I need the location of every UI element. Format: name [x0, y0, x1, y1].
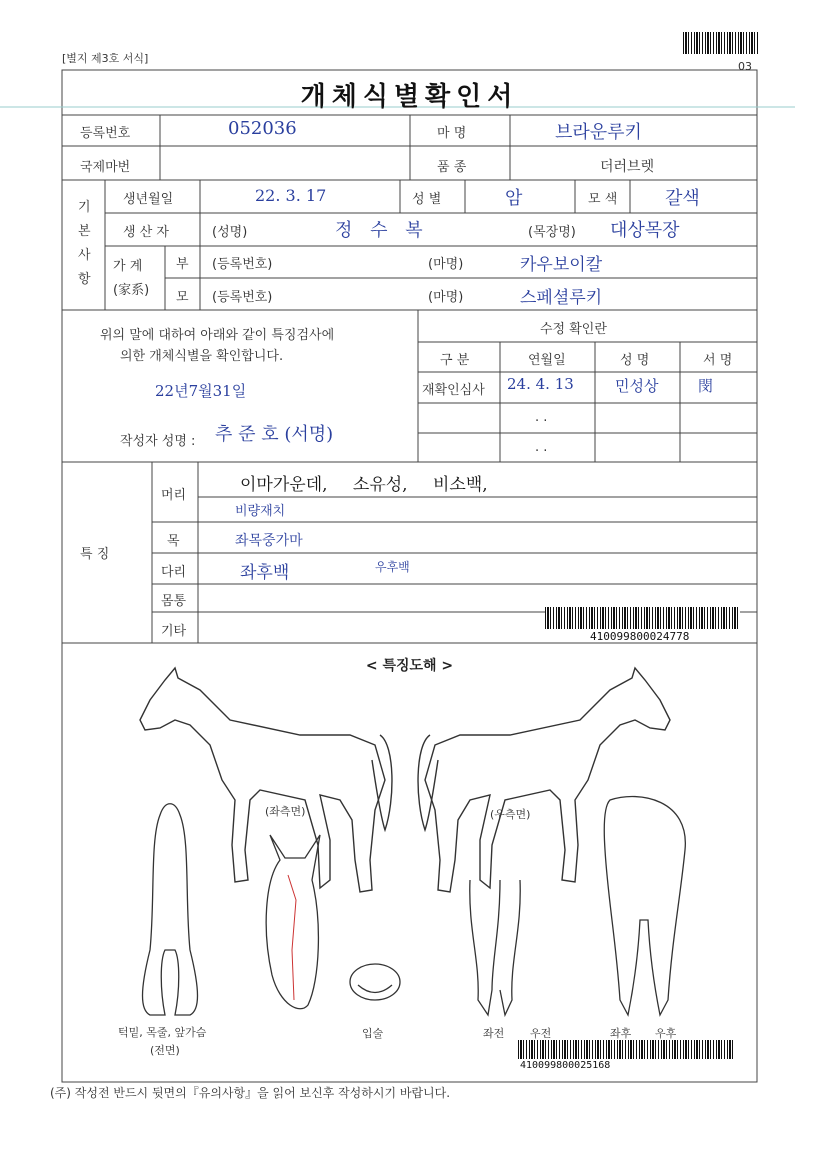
front-caption-line-2: (전면) [150, 1044, 180, 1057]
other-label: 기타 [161, 624, 187, 639]
bottom-barcode-number: 410099800025168 [520, 1060, 611, 1071]
lips-label: 입술 [362, 1027, 384, 1040]
reg-no-value[interactable]: 052036 [228, 118, 297, 139]
pedigree-label-hanja: (家系) [113, 283, 150, 298]
producer-name-label: (성명) [212, 225, 248, 240]
leg-label-left-rear: 좌후 [610, 1027, 632, 1040]
dam-name-value[interactable]: 스페셜루키 [520, 288, 603, 308]
horse-rear-drawing [604, 797, 685, 1015]
diagram-title: < 특징도해 > [365, 658, 454, 674]
head-value-line-2[interactable]: 비량재치 [235, 504, 286, 519]
page-title: 개체식별확인서 [300, 82, 519, 112]
dam-name-label: (마명) [428, 290, 464, 305]
corrections-col-name: 성 명 [620, 353, 650, 368]
horse-right-side-drawing [418, 668, 670, 892]
top-barcode [683, 32, 758, 54]
legs-label: 다리 [161, 565, 187, 580]
statement-line-1: 위의 말에 대하여 아래와 같이 특징검사에 [100, 328, 335, 343]
corrections-row-3-date: . . [535, 440, 548, 455]
horse-left-side-drawing [140, 668, 392, 892]
corrections-row-1-type: 재확인심사 [422, 383, 485, 398]
horse-name-label: 마 명 [437, 126, 467, 141]
head-label: 머리 [161, 488, 187, 503]
producer-label: 생 산 자 [123, 225, 169, 240]
leg-label-right-rear: 우후 [655, 1027, 677, 1040]
footer-note: (주) 작성전 반드시 뒷면의『유의사항』을 읽어 보신후 작성하시기 바랍니다. [50, 1086, 451, 1100]
coat-value[interactable]: 갈색 [665, 188, 700, 209]
legs-value[interactable]: 좌후백 [240, 563, 290, 583]
confirmation-date[interactable]: 22년7월31일 [155, 382, 247, 400]
producer-name-value[interactable]: 정 수 복 [335, 220, 429, 241]
breed-value[interactable]: 더러브렛 [600, 159, 655, 175]
neck-value[interactable]: 좌목중가마 [235, 533, 303, 549]
birth-value[interactable]: 22. 3. 17 [255, 186, 327, 205]
corrections-col-date: 연월일 [528, 353, 566, 368]
author-label: 작성자 성명 : [120, 434, 196, 449]
corrections-row-1-date[interactable]: 24. 4. 13 [507, 375, 574, 393]
body-label: 몸통 [161, 594, 187, 609]
middle-barcode [545, 607, 740, 629]
right-side-label: (우측면) [490, 808, 531, 821]
features-section-label: 특 징 [80, 547, 110, 562]
horse-front-neck-drawing [143, 804, 198, 1015]
basic-section-char-1: 기 [78, 200, 91, 215]
middle-barcode-number: 410099800024778 [590, 630, 690, 643]
sire-name-value[interactable]: 카우보이칼 [520, 255, 603, 275]
horse-legs-front-drawing [470, 880, 520, 1015]
dam-label: 모 [176, 290, 189, 305]
pedigree-label: 가 계 [113, 259, 143, 274]
farm-label: (목장명) [528, 225, 576, 240]
basic-section-char-4: 항 [78, 272, 91, 287]
corrections-col-sign: 서 명 [703, 353, 733, 368]
corrections-row-2-date: . . [535, 410, 548, 425]
horse-lips-drawing [350, 964, 400, 1000]
form-tag: [별지 제3호 서식] [62, 52, 149, 65]
sire-name-label: (마명) [428, 257, 464, 272]
head-value-line-1[interactable]: 이마가운데, 소유성, 비소백, [240, 475, 488, 495]
author-value[interactable]: 추 준 호 (서명) [215, 424, 334, 445]
farm-value[interactable]: 대상목장 [610, 220, 680, 241]
bottom-barcode [518, 1040, 733, 1059]
horse-name-value[interactable]: 브라운루키 [555, 122, 642, 143]
page-number: 03 [738, 60, 752, 73]
basic-section-char-2: 본 [78, 224, 91, 239]
neck-label: 목 [167, 534, 180, 549]
sex-label: 성 별 [412, 192, 442, 207]
intl-no-label: 국제마번 [80, 160, 131, 175]
corrections-title: 수정 확인란 [540, 322, 607, 337]
horse-head-front-drawing [266, 835, 320, 1009]
coat-label: 모 색 [588, 192, 618, 207]
breed-label: 품 종 [437, 160, 467, 175]
left-side-label: (좌측면) [265, 805, 306, 818]
sire-reg-label: (등록번호) [212, 257, 273, 272]
basic-section-char-3: 사 [78, 248, 91, 263]
front-caption-line-1: 턱밑, 목줄, 앞가슴 [118, 1026, 207, 1039]
sire-label: 부 [176, 257, 189, 272]
legs-value-2[interactable]: 우후백 [375, 560, 410, 574]
dam-reg-label: (등록번호) [212, 290, 273, 305]
corrections-row-1-sign[interactable]: 閔 [698, 377, 714, 395]
sex-value[interactable]: 암 [505, 188, 523, 209]
leg-label-left-front: 좌전 [483, 1027, 505, 1040]
birth-label: 생년월일 [123, 192, 174, 207]
corrections-row-1-name[interactable]: 민성상 [615, 377, 659, 395]
statement-line-2: 의한 개체식별을 확인합니다. [120, 349, 284, 364]
reg-no-label: 등록번호 [80, 126, 131, 141]
leg-label-right-front: 우전 [530, 1027, 552, 1040]
corrections-col-type: 구 분 [440, 353, 470, 368]
